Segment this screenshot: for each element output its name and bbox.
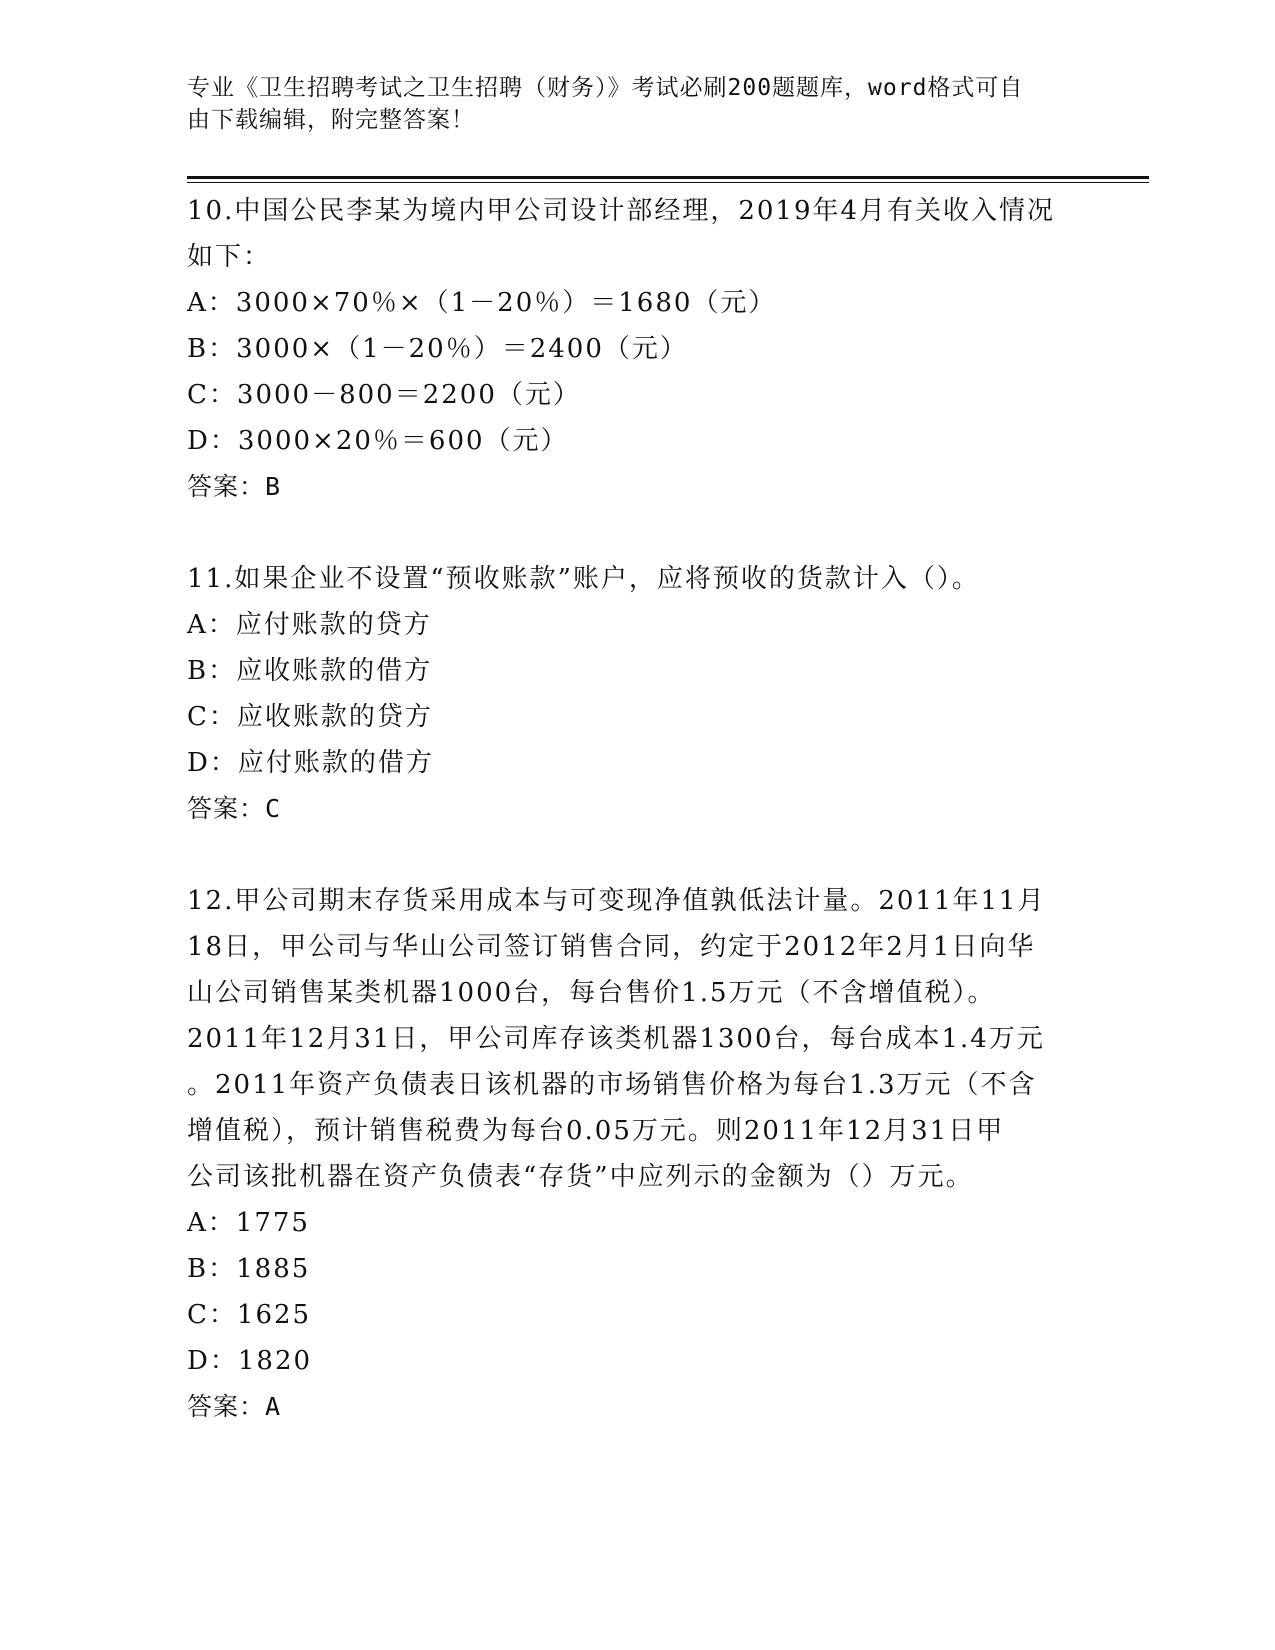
option-a xyxy=(187,280,1087,326)
option-c xyxy=(187,1292,1087,1338)
header-divider-thick xyxy=(187,176,1149,179)
option-text: 3000×70％×（1－20％）＝1680（元） xyxy=(235,288,777,318)
option-separator: ： xyxy=(207,610,236,640)
question-11 xyxy=(187,556,1087,832)
option-text: 3000－800＝2200（元） xyxy=(236,380,581,410)
question-stem-line: 公司该批机器在资产负债表“存货”中应列示的金额为（）万元。 xyxy=(187,1162,974,1192)
option-separator: ： xyxy=(208,1300,237,1330)
option-separator: ： xyxy=(208,334,237,364)
header-divider-thin xyxy=(187,182,1149,183)
option-text: 应收账款的借方 xyxy=(236,656,433,686)
option-separator: ： xyxy=(209,748,238,778)
option-b xyxy=(187,326,1087,372)
option-text: 1820 xyxy=(237,1346,313,1376)
option-d xyxy=(187,418,1087,464)
option-separator: ： xyxy=(208,380,237,410)
question-list xyxy=(187,188,1087,1476)
question-stem-line: 增值税），预计销售税费为每台0.05万元。则2011年12月31日甲 xyxy=(187,1116,1005,1146)
option-letter: A xyxy=(187,288,208,318)
option-letter: D xyxy=(187,426,210,456)
option-b xyxy=(187,648,1087,694)
question-stem-line: 如下： xyxy=(187,242,272,272)
option-letter: C xyxy=(187,702,209,732)
answer-line: 答案：B xyxy=(187,472,282,501)
option-separator: ： xyxy=(208,1254,237,1284)
option-text: 应收账款的贷方 xyxy=(236,702,433,732)
answer-line: 答案：C xyxy=(187,794,282,823)
option-letter: C xyxy=(187,1300,209,1330)
option-b xyxy=(187,1246,1087,1292)
option-d xyxy=(187,740,1087,786)
option-separator: ： xyxy=(207,288,236,318)
option-letter: C xyxy=(187,380,209,410)
option-letter: A xyxy=(187,610,208,640)
option-text: 1775 xyxy=(235,1208,310,1238)
option-c xyxy=(187,372,1087,418)
option-letter: B xyxy=(187,334,209,364)
question-stem-line: 12.甲公司期末存货采用成本与可变现净值孰低法计量。2011年11月 xyxy=(187,886,1046,916)
option-d xyxy=(187,1338,1087,1384)
option-separator: ： xyxy=(208,702,237,732)
option-text: 1885 xyxy=(236,1254,311,1284)
question-stem-line: 10.中国公民李某为境内甲公司设计部经理，2019年4月有关收入情况 xyxy=(187,196,1056,226)
question-stem-line: 。2011年资产负债表日该机器的市场销售价格为每台1.3万元（不含 xyxy=(187,1070,1037,1100)
question-stem-line: 山公司销售某类机器1000台，每台售价1.5万元（不含增值税）。 xyxy=(187,978,996,1008)
option-separator: ： xyxy=(207,1208,236,1238)
option-text: 应付账款的借方 xyxy=(237,748,434,778)
question-12 xyxy=(187,878,1087,1430)
question-stem-line: 11.如果企业不设置“预收账款”账户，应将预收的货款计入（）。 xyxy=(187,564,980,594)
option-separator: ： xyxy=(209,1346,238,1376)
option-letter: B xyxy=(187,656,209,686)
option-letter: B xyxy=(187,1254,209,1284)
document-header xyxy=(187,72,1087,136)
option-a xyxy=(187,1200,1087,1246)
option-a xyxy=(187,602,1087,648)
option-letter: A xyxy=(187,1208,208,1238)
question-stem-line: 18日，甲公司与华山公司签订销售合同，约定于2012年2月1日向华 xyxy=(187,932,1036,962)
option-text: 应付账款的贷方 xyxy=(235,610,432,640)
option-separator: ： xyxy=(208,656,237,686)
option-letter: D xyxy=(187,1346,210,1376)
question-10 xyxy=(187,188,1087,510)
header-line-1: 专业《卫生招聘考试之卫生招聘（财务）》考试必刷200题题库，word格式可自 xyxy=(187,75,1024,101)
header-line-2: 由下载编辑，附完整答案！ xyxy=(187,107,475,133)
question-stem-line: 2011年12月31日，甲公司库存该类机器1300台，每台成本1.4万元 xyxy=(187,1024,1045,1054)
answer-line: 答案：A xyxy=(187,1392,282,1421)
option-text: 3000×20％＝600（元） xyxy=(237,426,569,456)
option-text: 3000×（1－20％）＝2400（元） xyxy=(236,334,688,364)
option-separator: ： xyxy=(209,426,238,456)
option-text: 1625 xyxy=(236,1300,312,1330)
option-letter: D xyxy=(187,748,210,778)
option-c xyxy=(187,694,1087,740)
